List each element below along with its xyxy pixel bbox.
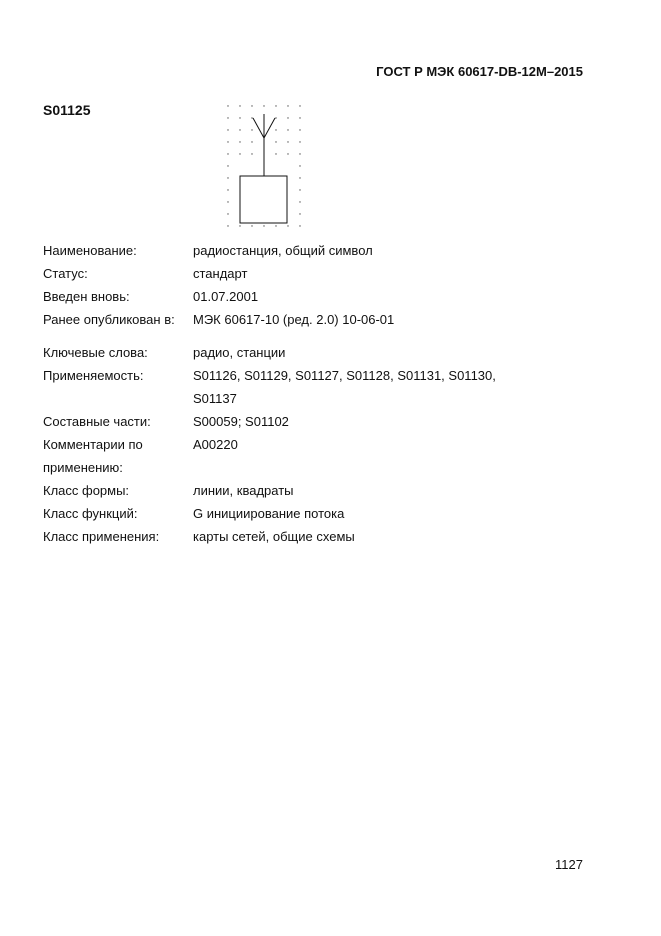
property-label: Ключевые слова: — [43, 345, 148, 360]
property-value: карты сетей, общие схемы — [193, 529, 355, 544]
property-label: Наименование: — [43, 243, 137, 258]
property-label: Класс формы: — [43, 483, 130, 498]
property-value: G инициирование потока — [193, 506, 345, 521]
property-label: Класс функций: — [43, 506, 138, 521]
property-value: 01.07.2001 — [193, 289, 259, 304]
property-value: МЭК 60617-10 (ред. 2.0) 10-06-01 — [193, 312, 395, 327]
property-value: S00059; S01102 — [193, 414, 289, 429]
property-value: радиостанция, общий символ — [193, 243, 373, 258]
station-box-icon — [240, 176, 287, 223]
property-value: радио, станции — [193, 345, 286, 360]
symbol-id: S01125 — [43, 102, 91, 118]
property-label: Статус: — [43, 266, 88, 281]
property-label: Класс применения: — [43, 529, 160, 544]
antenna-icon — [253, 114, 275, 176]
symbol-figure — [226, 104, 302, 230]
property-value: A00220 — [193, 437, 238, 452]
property-value: линии, квадраты — [193, 483, 294, 498]
page-number: 1127 — [555, 857, 583, 872]
property-value: стандарт — [193, 266, 248, 281]
header-standard-code: ГОСТ Р МЭК 60617-DB-12M–2015 — [376, 64, 583, 79]
property-label: Введен вновь: — [43, 289, 130, 304]
property-label: Комментарии по применению: — [43, 437, 143, 475]
property-label: Ранее опубликован в: — [43, 312, 175, 327]
property-label: Применяемость: — [43, 368, 144, 383]
property-value: S01126, S01129, S01127, S01128, S01131, S01130, S01137 — [193, 368, 496, 406]
property-label: Составные части: — [43, 414, 151, 429]
